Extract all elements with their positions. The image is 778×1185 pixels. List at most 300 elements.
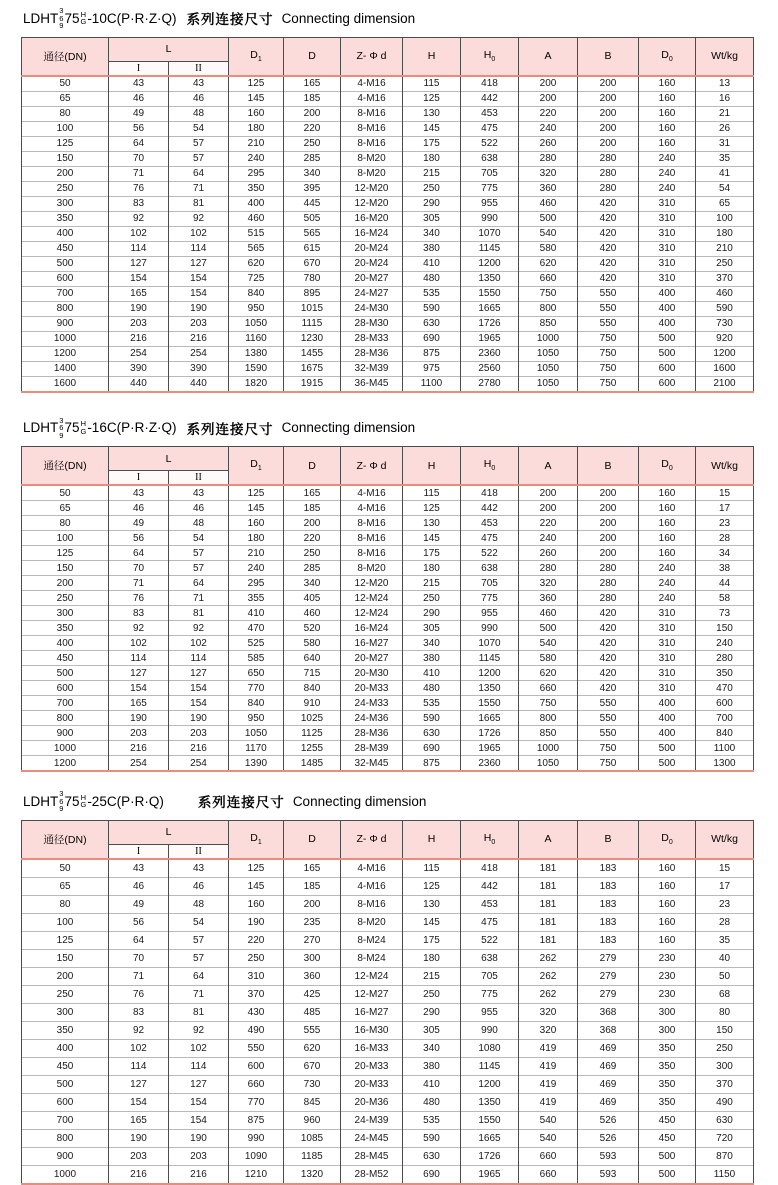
table-row: [22, 211, 754, 226]
table-cell: 420: [578, 256, 639, 271]
table-cell: 83: [109, 196, 169, 211]
table-cell: 230: [639, 967, 696, 985]
table-cell: 180: [229, 121, 284, 136]
table-cell: 900: [22, 1147, 109, 1165]
table-cell: 955: [461, 606, 519, 621]
table-row: [22, 651, 754, 666]
table-title-16c: [23, 417, 755, 440]
table-cell: 1170: [229, 741, 284, 756]
table-cell: 102: [109, 636, 169, 651]
table-cell: 440: [109, 376, 169, 392]
table-cell: 64: [169, 576, 229, 591]
table-cell: 190: [169, 711, 229, 726]
table-cell: 850: [519, 726, 578, 741]
connecting-dimension-table-16c: [21, 446, 754, 772]
col-header-d0: $D_0$: [639, 447, 696, 486]
table-cell: 36-M45: [341, 376, 403, 392]
table-cell: 770: [229, 681, 284, 696]
table-row: [22, 1111, 754, 1129]
table-cell: 262: [519, 985, 578, 1003]
table-cell: 58: [696, 591, 754, 606]
table-cell: 154: [109, 1093, 169, 1111]
table-section-10c: [21, 7, 755, 393]
table-cell: 290: [403, 1003, 461, 1021]
table-cell: 46: [109, 877, 169, 895]
table-cell: 154: [169, 271, 229, 286]
table-cell: 64: [109, 931, 169, 949]
table-cell: 12-M24: [341, 591, 403, 606]
table-cell: 350: [639, 1093, 696, 1111]
model-prefix: LDHT: [23, 793, 59, 809]
table-cell: 400: [639, 711, 696, 726]
table-cell: 125: [229, 859, 284, 878]
table-cell: 400: [639, 286, 696, 301]
table-cell: 900: [22, 316, 109, 331]
table-cell: 48: [169, 106, 229, 121]
table-cell: 730: [284, 1075, 341, 1093]
table-cell: 700: [22, 1111, 109, 1129]
table-cell: 203: [109, 1147, 169, 1165]
table-cell: 630: [696, 1111, 754, 1129]
table-row: [22, 895, 754, 913]
table-cell: 240: [519, 121, 578, 136]
table-cell: 8-M16: [341, 546, 403, 561]
table-cell: 16-M24: [341, 226, 403, 241]
table-cell: 460: [519, 606, 578, 621]
table-cell: 200: [578, 516, 639, 531]
table-cell: 480: [403, 271, 461, 286]
table-cell: 280: [578, 166, 639, 181]
table-cell: 600: [639, 376, 696, 392]
table-cell: 630: [403, 726, 461, 741]
table-cell: 750: [578, 376, 639, 392]
table-cell: 280: [578, 591, 639, 606]
table-cell: 200: [578, 91, 639, 106]
table-cell: 262: [519, 949, 578, 967]
table-cell: 57: [169, 949, 229, 967]
table-cell: 1350: [461, 1093, 519, 1111]
table-cell: 470: [696, 681, 754, 696]
table-cell: 420: [578, 621, 639, 636]
table-row: [22, 756, 754, 772]
table-cell: 115: [403, 859, 461, 878]
table-cell: 40: [696, 949, 754, 967]
table-cell: 845: [284, 1093, 341, 1111]
table-cell: 175: [403, 931, 461, 949]
table-cell: 279: [578, 985, 639, 1003]
table-cell: 450: [639, 1129, 696, 1147]
table-cell: 240: [639, 576, 696, 591]
table-cell: 310: [639, 681, 696, 696]
model-spec: -10C(P·R·Z·Q): [87, 10, 177, 26]
table-cell: 127: [109, 1075, 169, 1093]
table-cell: 145: [229, 501, 284, 516]
col-header-d1: $D_1$: [229, 447, 284, 486]
table-cell: 990: [229, 1129, 284, 1147]
table-cell: 165: [284, 859, 341, 878]
table-cell: 469: [578, 1093, 639, 1111]
table-cell: 480: [403, 1093, 461, 1111]
table-cell: 418: [461, 859, 519, 878]
table-cell: 750: [578, 756, 639, 772]
table-cell: 340: [403, 1039, 461, 1057]
table-cell: 190: [109, 301, 169, 316]
table-cell: 160: [639, 895, 696, 913]
table-cell: 43: [109, 859, 169, 878]
table-cell: 235: [284, 913, 341, 931]
table-cell: 670: [284, 256, 341, 271]
table-cell: 8-M20: [341, 151, 403, 166]
table-cell: 220: [284, 121, 341, 136]
table-cell: 955: [461, 1003, 519, 1021]
table-cell: 1050: [519, 376, 578, 392]
table-cell: 92: [169, 1021, 229, 1039]
table-cell: 425: [284, 985, 341, 1003]
table-cell: 485: [284, 1003, 341, 1021]
table-cell: 127: [169, 666, 229, 681]
table-cell: 469: [578, 1057, 639, 1075]
col-header-l1: I: [109, 471, 169, 486]
table-cell: 183: [578, 913, 639, 931]
table-cell: 70: [109, 949, 169, 967]
table-cell: 775: [461, 591, 519, 606]
table-cell: 475: [461, 913, 519, 931]
table-cell: 705: [461, 166, 519, 181]
col-header-wt: Wt/kg: [696, 37, 754, 76]
table-cell: 16-M27: [341, 1003, 403, 1021]
table-row: [22, 1129, 754, 1147]
col-header-l2: II: [169, 471, 229, 486]
table-cell: 71: [169, 181, 229, 196]
table-cell: 160: [639, 877, 696, 895]
table-cell: 210: [696, 241, 754, 256]
table-cell: 127: [169, 1075, 229, 1093]
table-cell: 1080: [461, 1039, 519, 1057]
table-cell: 490: [696, 1093, 754, 1111]
table-cell: 522: [461, 931, 519, 949]
table-cell: 305: [403, 211, 461, 226]
table-cell: 165: [284, 76, 341, 92]
col-header-a: A: [519, 820, 578, 859]
table-cell: 100: [22, 531, 109, 546]
table-cell: 280: [578, 561, 639, 576]
table-cell: 183: [578, 877, 639, 895]
series-label-cn: 系列连接尺寸: [197, 795, 285, 811]
table-cell: 44: [696, 576, 754, 591]
table-cell: 24-M36: [341, 711, 403, 726]
table-cell: 260: [519, 136, 578, 151]
table-cell: 145: [229, 91, 284, 106]
table-row: [22, 1165, 754, 1184]
table-cell: 92: [169, 621, 229, 636]
table-cell: 350: [696, 666, 754, 681]
table-cell: 550: [578, 696, 639, 711]
table-cell: 520: [284, 621, 341, 636]
table-cell: 8-M20: [341, 913, 403, 931]
table-cell: 1090: [229, 1147, 284, 1165]
table-cell: 1255: [284, 741, 341, 756]
table-cell: 380: [403, 651, 461, 666]
table-cell: 1390: [229, 756, 284, 772]
table-cell: 71: [169, 591, 229, 606]
table-cell: 420: [578, 196, 639, 211]
table-cell: 295: [229, 576, 284, 591]
table-cell: 310: [639, 666, 696, 681]
table-cell: 310: [639, 621, 696, 636]
table-cell: 550: [578, 301, 639, 316]
table-row: [22, 1003, 754, 1021]
table-cell: 1200: [22, 346, 109, 361]
table-cell: 4-M16: [341, 501, 403, 516]
table-cell: 390: [109, 361, 169, 376]
table-cell: 115: [403, 76, 461, 92]
table-cell: 250: [403, 985, 461, 1003]
table-cell: 1185: [284, 1147, 341, 1165]
table-cell: 310: [639, 606, 696, 621]
table-cell: 13: [696, 76, 754, 92]
model-size: 75: [64, 793, 80, 809]
table-cell: 690: [403, 741, 461, 756]
table-cell: 450: [22, 241, 109, 256]
table-cell: 420: [578, 226, 639, 241]
table-cell: 114: [169, 1057, 229, 1075]
table-cell: 480: [403, 681, 461, 696]
table-cell: 165: [109, 286, 169, 301]
col-header-a: A: [519, 37, 578, 76]
table-cell: 125: [403, 91, 461, 106]
table-cell: 250: [22, 181, 109, 196]
table-cell: 555: [284, 1021, 341, 1039]
table-cell: 350: [639, 1039, 696, 1057]
table-cell: 23: [696, 516, 754, 531]
col-header-d1: $D_1$: [229, 37, 284, 76]
table-cell: 70: [109, 561, 169, 576]
table-cell: 35: [696, 931, 754, 949]
table-cell: 450: [639, 1111, 696, 1129]
table-cell: 300: [22, 196, 109, 211]
table-cell: 920: [696, 331, 754, 346]
table-cell: 254: [169, 756, 229, 772]
model-number-stack: 3 6 9: [59, 6, 64, 30]
table-cell: 660: [519, 1165, 578, 1184]
table-cell: 175: [403, 546, 461, 561]
table-cell: 1050: [229, 726, 284, 741]
table-cell: 1455: [284, 346, 341, 361]
table-cell: 1085: [284, 1129, 341, 1147]
table-cell: 565: [229, 241, 284, 256]
table-cell: 690: [403, 331, 461, 346]
table-cell: 453: [461, 895, 519, 913]
table-cell: 80: [22, 106, 109, 121]
table-cell: 114: [109, 241, 169, 256]
table-row: [22, 576, 754, 591]
table-cell: 1550: [461, 286, 519, 301]
table-cell: 49: [109, 516, 169, 531]
table-cell: 593: [578, 1165, 639, 1184]
table-cell: 1550: [461, 696, 519, 711]
table-cell: 50: [696, 967, 754, 985]
table-cell: 21: [696, 106, 754, 121]
table-cell: 250: [229, 949, 284, 967]
table-cell: 17: [696, 877, 754, 895]
table-cell: 8-M20: [341, 561, 403, 576]
table-cell: 203: [109, 726, 169, 741]
table-row: [22, 711, 754, 726]
table-cell: 180: [696, 226, 754, 241]
table-cell: 300: [639, 1021, 696, 1039]
table-cell: 460: [519, 196, 578, 211]
table-cell: 32-M45: [341, 756, 403, 772]
col-header-d: D: [284, 37, 341, 76]
table-cell: 215: [403, 576, 461, 591]
table-cell: 550: [578, 711, 639, 726]
table-cell: 775: [461, 985, 519, 1003]
table-cell: 1100: [696, 741, 754, 756]
table-cell: 210: [229, 546, 284, 561]
col-header-b: B: [578, 447, 639, 486]
table-cell: 203: [169, 316, 229, 331]
table-cell: 200: [578, 546, 639, 561]
table-cell: 220: [519, 516, 578, 531]
table-cell: 410: [229, 606, 284, 621]
table-cell: 56: [109, 531, 169, 546]
table-cell: 1965: [461, 331, 519, 346]
table-cell: 400: [229, 196, 284, 211]
table-cell: 600: [22, 681, 109, 696]
table-row: [22, 741, 754, 756]
table-cell: 540: [519, 636, 578, 651]
table-cell: 127: [109, 256, 169, 271]
table-cell: 490: [229, 1021, 284, 1039]
table-cell: 12-M20: [341, 181, 403, 196]
table-cell: 1145: [461, 651, 519, 666]
table-cell: 1070: [461, 226, 519, 241]
table-cell: 368: [578, 1021, 639, 1039]
table-cell: 800: [22, 1129, 109, 1147]
table-cell: 34: [696, 546, 754, 561]
model-number-stack: 3 6 9: [59, 415, 64, 440]
table-cell: 28-M36: [341, 346, 403, 361]
table-cell: 405: [284, 591, 341, 606]
table-cell: 1550: [461, 1111, 519, 1129]
table-cell: 290: [403, 606, 461, 621]
table-cell: 419: [519, 1093, 578, 1111]
table-cell: 1380: [229, 346, 284, 361]
table-cell: 955: [461, 196, 519, 211]
table-cell: 660: [229, 1075, 284, 1093]
table-cell: 160: [639, 76, 696, 92]
table-cell: 1125: [284, 726, 341, 741]
table-cell: 950: [229, 711, 284, 726]
table-cell: 200: [284, 516, 341, 531]
col-header-l: L: [109, 37, 229, 61]
col-header-h0: $H_0$: [461, 37, 519, 76]
table-cell: 216: [169, 1165, 229, 1184]
table-cell: 57: [169, 931, 229, 949]
table-row: [22, 531, 754, 546]
table-cell: 181: [519, 859, 578, 878]
table-cell: 200: [22, 166, 109, 181]
table-cell: 71: [109, 576, 169, 591]
table-row: [22, 1075, 754, 1093]
table-row: [22, 485, 754, 501]
table-cell: 31: [696, 136, 754, 151]
table-cell: 43: [109, 485, 169, 501]
table-cell: 775: [461, 181, 519, 196]
table-cell: 150: [696, 1021, 754, 1039]
table-cell: 505: [284, 211, 341, 226]
table-cell: 190: [169, 1129, 229, 1147]
table-cell: 230: [639, 949, 696, 967]
table-cell: 280: [519, 561, 578, 576]
table-cell: 125: [229, 485, 284, 501]
table-cell: 49: [109, 895, 169, 913]
table-cell: 950: [229, 301, 284, 316]
table-cell: 150: [22, 949, 109, 967]
table-cell: 640: [284, 651, 341, 666]
table-cell: 92: [109, 621, 169, 636]
table-cell: 910: [284, 696, 341, 711]
table-cell: 705: [461, 576, 519, 591]
series-label-en: Connecting dimension: [281, 420, 416, 436]
table-cell: 20-M27: [341, 271, 403, 286]
table-cell: 160: [639, 546, 696, 561]
model-number-stack: 3 6 9: [59, 789, 64, 813]
table-cell: 590: [403, 711, 461, 726]
table-cell: 71: [109, 166, 169, 181]
table-cell: 390: [169, 361, 229, 376]
table-cell: 990: [461, 211, 519, 226]
table-cell: 279: [578, 967, 639, 985]
table-cell: 181: [519, 895, 578, 913]
table-row: [22, 1039, 754, 1057]
table-cell: 114: [169, 651, 229, 666]
model-size: 75: [64, 420, 80, 436]
table-cell: 770: [229, 1093, 284, 1111]
table-cell: 638: [461, 561, 519, 576]
table-cell: 65: [22, 91, 109, 106]
table-cell: 1665: [461, 711, 519, 726]
table-cell: 56: [109, 121, 169, 136]
table-header: [22, 447, 754, 486]
table-cell: 340: [284, 166, 341, 181]
table-cell: 469: [578, 1075, 639, 1093]
table-cell: 114: [169, 241, 229, 256]
table-cell: 1150: [696, 1165, 754, 1184]
table-cell: 350: [639, 1075, 696, 1093]
table-cell: 240: [639, 181, 696, 196]
table-cell: 300: [284, 949, 341, 967]
table-cell: 550: [578, 316, 639, 331]
table-cell: 420: [578, 636, 639, 651]
table-cell: 24-M33: [341, 696, 403, 711]
table-cell: 500: [639, 1147, 696, 1165]
table-cell: 340: [403, 636, 461, 651]
table-cell: 320: [519, 166, 578, 181]
table-row: [22, 561, 754, 576]
table-cell: 200: [519, 485, 578, 501]
table-cell: 1000: [519, 741, 578, 756]
table-cell: 370: [696, 1075, 754, 1093]
table-cell: 420: [578, 211, 639, 226]
table-cell: 1160: [229, 331, 284, 346]
table-cell: 64: [109, 546, 169, 561]
table-cell: 46: [169, 91, 229, 106]
table-cell: 160: [639, 501, 696, 516]
table-cell: 150: [696, 621, 754, 636]
table-cell: 300: [22, 606, 109, 621]
table-cell: 100: [696, 211, 754, 226]
